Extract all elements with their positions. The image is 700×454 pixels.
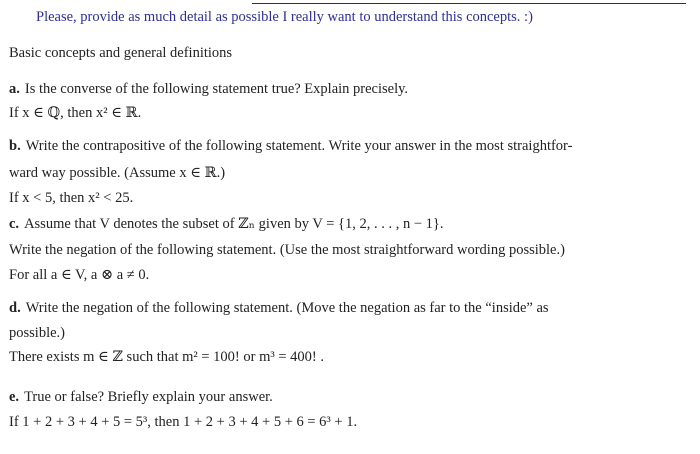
question-b-line-1: b. Write the contrapositive of the following statement. Write your answer in the most straightfor-: [9, 138, 573, 154]
section-heading: Basic concepts and general definitions: [9, 45, 233, 61]
question-d-label: d.: [9, 300, 21, 316]
question-d-line-2: possible.): [9, 325, 65, 341]
question-b-label: b.: [9, 138, 21, 154]
question-b-line-3: If x < 5, then x² < 25.: [9, 190, 134, 206]
question-c-label: c.: [9, 216, 20, 232]
question-c-line-2: Write the negation of the following statement. (Use the most straightforward wording possible.): [9, 242, 565, 258]
question-a-line-2: If x ∈ ℚ, then x² ∈ ℝ.: [9, 105, 142, 121]
question-e-line-2: If 1 + 2 + 3 + 4 + 5 = 5³, then 1 + 2 + 3 + 4 + 5 + 6 = 6³ + 1.: [9, 414, 358, 430]
question-c-line-1: c. Assume that V denotes the subset of ℤₙ given by V = {1, 2, . . . , n − 1}.: [9, 216, 444, 232]
question-c-line-3: For all a ∈ V, a ⊗ a ≠ 0.: [9, 267, 150, 283]
question-b-line-2: ward way possible. (Assume x ∈ ℝ.): [9, 165, 226, 181]
question-a-line-1: a. Is the converse of the following statement true? Explain precisely.: [9, 81, 409, 97]
question-e-line-1: e. True or false? Briefly explain your answer.: [9, 389, 273, 405]
question-d-line-1: d. Write the negation of the following statement. (Move the negation as far to the “inside” as: [9, 300, 549, 316]
question-a-label: a.: [9, 81, 20, 97]
top-rule: [252, 3, 686, 4]
request-text: Please, provide as much detail as possible I really want to understand this concepts. :): [36, 9, 533, 25]
question-e-label: e.: [9, 389, 20, 405]
question-d-line-3: There exists m ∈ ℤ such that m² = 100! or m³ = 400! .: [9, 349, 324, 365]
